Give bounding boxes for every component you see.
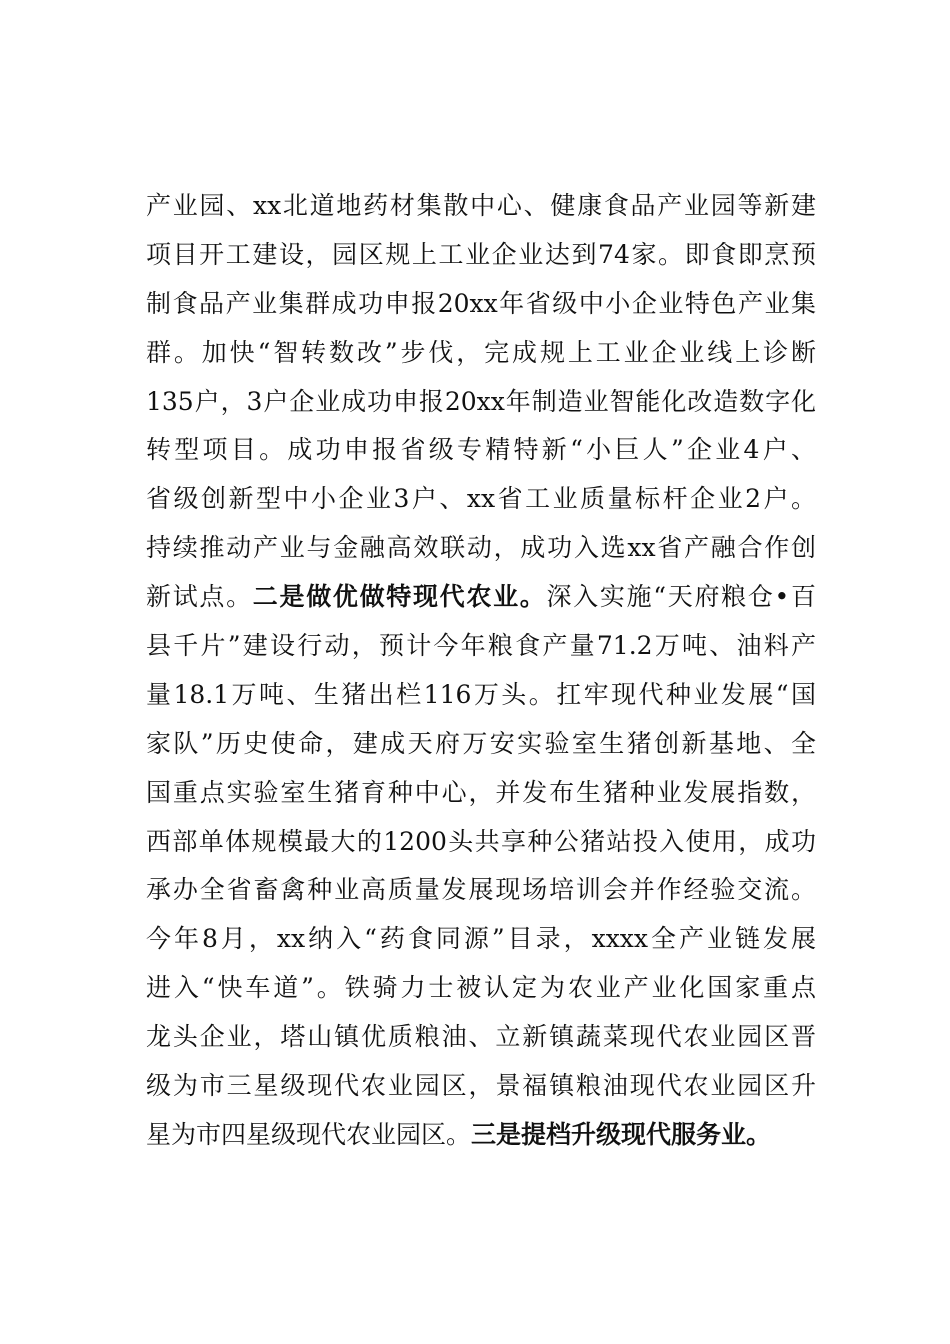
- text-segment: 制食品产业集群成功申报20xx年省级中小企业特色产业集: [146, 288, 816, 318]
- text-line: [146, 475, 816, 524]
- text-line: [146, 524, 816, 573]
- text-segment: 级为市三星级现代农业园区，景福镇粮油现代农业园区升: [146, 1071, 816, 1101]
- text-segment: 深入实施“天府粮仓•百: [546, 582, 816, 612]
- text-segment: 持续推动产业与金融高效联动，成功入选xx省产融合作创: [146, 533, 816, 563]
- text-segment: 星为市四星级现代农业园区。: [146, 1119, 472, 1149]
- text-line: [146, 1062, 816, 1111]
- text-segment: 今年8月，xx纳入“药食同源”目录，xxxx全产业链发展: [146, 924, 816, 954]
- body-paragraph: [146, 182, 816, 1160]
- text-segment: 国重点实验室生猪育种中心，并发布生猪种业发展指数，: [146, 777, 816, 807]
- text-line: [146, 329, 816, 378]
- text-line: [146, 573, 816, 622]
- text-segment: 新试点。: [146, 582, 253, 612]
- text-segment: 县千片”建设行动，预计今年粮食产量71.2万吨、油料产: [146, 631, 816, 661]
- text-segment: 135户，3户企业成功申报20xx年制造业智能化改造数字化: [146, 386, 816, 416]
- text-line: [146, 1013, 816, 1062]
- text-segment: 产业园、xx北道地药材集散中心、健康食品产业园等新建: [146, 191, 816, 220]
- text-line: [146, 182, 816, 231]
- text-line: [146, 866, 816, 915]
- text-line: [146, 769, 816, 818]
- text-line: [146, 280, 816, 329]
- text-line: [146, 622, 816, 671]
- text-line: [146, 964, 816, 1013]
- text-segment: 量18.1万吨、生猪出栏116万头。扛牢现代种业发展“国: [146, 679, 816, 709]
- text-segment: 西部单体规模最大的1200头共享种公猪站投入使用，成功: [146, 826, 816, 856]
- text-line: [146, 231, 816, 280]
- text-line: [146, 915, 816, 964]
- text-line: [146, 426, 816, 475]
- text-line: [146, 671, 816, 720]
- text-line: [146, 1111, 816, 1160]
- text-line: [146, 818, 816, 867]
- text-segment: 群。加快“智转数改”步伐，完成规上工业企业线上诊断: [146, 337, 816, 367]
- text-segment: 项目开工建设，园区规上工业企业达到74家。即食即烹预: [146, 239, 816, 269]
- text-segment: 省级创新型中小企业3户、xx省工业质量标杆企业2户。: [146, 484, 816, 514]
- text-segment: 家队”历史使命，建成天府万安实验室生猪创新基地、全: [146, 728, 816, 758]
- text-segment: 承办全省畜禽种业高质量发展现场培训会并作经验交流。: [146, 875, 816, 905]
- text-segment: 进入“快车道”。铁骑力士被认定为农业产业化国家重点: [146, 973, 816, 1003]
- bold-heading-phrase: 三是提档升级现代服务业。: [471, 1119, 772, 1149]
- text-segment: 龙头企业，塔山镇优质粮油、立新镇蔬菜现代农业园区晋: [146, 1022, 816, 1052]
- text-line: [146, 378, 816, 427]
- bold-heading-phrase: 二是做优做特现代农业。: [252, 582, 547, 612]
- text-segment: 转型项目。成功申报省级专精特新“小巨人”企业4户、: [146, 435, 816, 465]
- text-line: [146, 720, 816, 769]
